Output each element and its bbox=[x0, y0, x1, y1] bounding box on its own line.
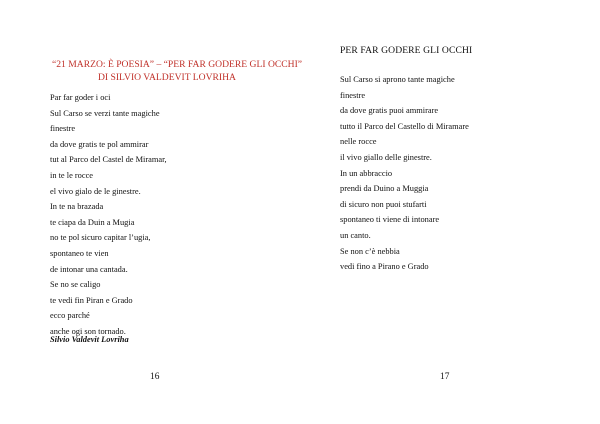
poem-line: finestre bbox=[340, 90, 366, 100]
poem-line: de intonar una cantada. bbox=[50, 264, 128, 274]
poem-line: anche ogi son tornado. bbox=[50, 326, 126, 336]
poem-line: spontaneo ti viene di intonare bbox=[340, 215, 440, 225]
poem-line: un canto. bbox=[340, 230, 371, 240]
italian-poem bbox=[340, 72, 570, 275]
poem-line: nelle rocce bbox=[340, 137, 377, 147]
poem-line: prendi da Duino a Muggia bbox=[340, 184, 429, 194]
poem-line: vedi fino a Pirano e Grado bbox=[340, 262, 429, 272]
poem-line: Se non c’è nebbia bbox=[340, 246, 400, 256]
poem-line: no te pol sicuro capitar l’ugia, bbox=[50, 233, 151, 243]
poem-line: in te le rocce bbox=[50, 170, 94, 180]
page-number-left: 16 bbox=[150, 372, 160, 382]
left-page-title bbox=[52, 58, 303, 84]
poem-line: spontaneo te vien bbox=[50, 248, 109, 258]
poem-line: In un abbraccio bbox=[340, 168, 393, 178]
poem-line: te ciapa da Duin a Mugia bbox=[50, 217, 135, 227]
poem-line: tut al Parco del Castel de Miramar, bbox=[50, 155, 167, 165]
poem-line: tutto il Parco del Castello di Miramare bbox=[340, 121, 469, 131]
poem-line: Par far goder i oci bbox=[50, 93, 111, 102]
title-line-1: “21 MARZO: È POESIA” – “PER FAR GODERE GLI OCCHI” bbox=[52, 59, 303, 70]
poem-line: ecco parché bbox=[50, 311, 90, 321]
poem-line: In te na brazada bbox=[50, 202, 104, 212]
poem-line: te vedi fin Piran e Grado bbox=[50, 295, 133, 305]
poem-line: Se no se caligo bbox=[50, 280, 101, 290]
poem-line: Sul Carso se verzi tante magiche bbox=[50, 108, 160, 118]
poem-line: Sul Carso si aprono tante magiche bbox=[340, 75, 455, 84]
poem-line: da dove gratis puoi ammirare bbox=[340, 106, 439, 116]
page-number-right: 17 bbox=[440, 372, 450, 382]
poem-line: il vivo giallo delle ginestre. bbox=[340, 152, 432, 162]
dialect-poem bbox=[50, 90, 280, 340]
right-page-title: PER FAR GODERE GLI OCCHI bbox=[340, 45, 473, 56]
poem-line: el vivo gialo de le ginestre. bbox=[50, 186, 141, 196]
poem-line: di sicuro non puoi stufarti bbox=[340, 199, 427, 209]
poem-line: da dove gratis te pol ammirar bbox=[50, 139, 149, 149]
title-line-2: DI SILVIO VALDEVIT LOVRIHA bbox=[98, 72, 236, 83]
poem-line: finestre bbox=[50, 124, 76, 134]
author-signature: Silvio Valdevit Lovriha bbox=[50, 335, 129, 344]
